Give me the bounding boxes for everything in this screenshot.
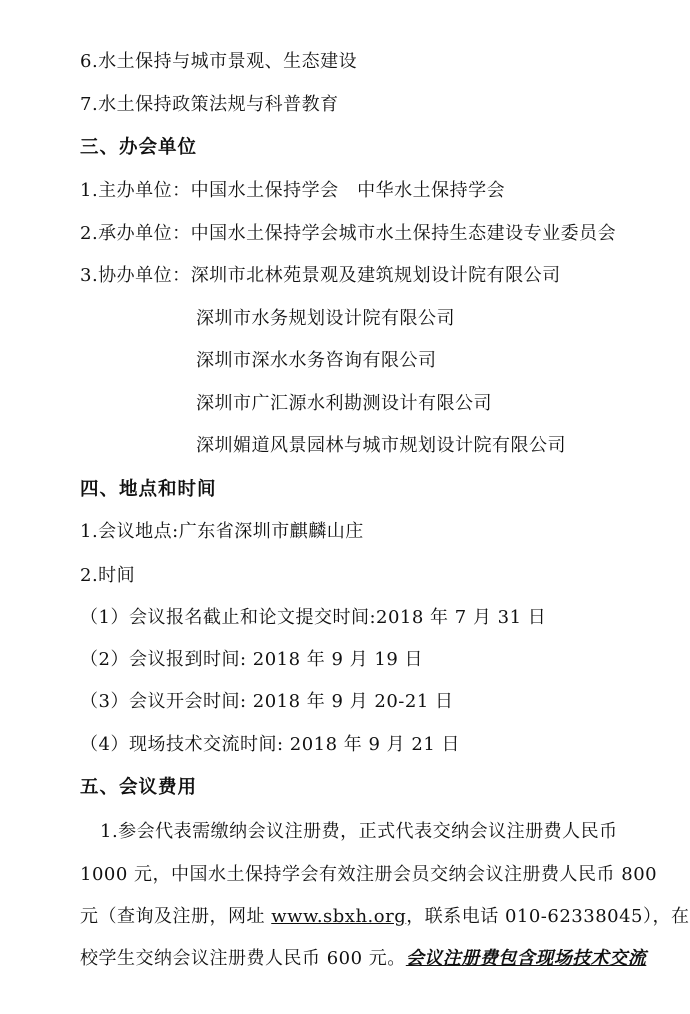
fee-paragraph-line [80,905,690,929]
time-item: （1）会议报名截止和论文提交时间:2018 年 7 月 31 日 [80,607,547,628]
emphasized-note: 会议注册费包含现场技术交流 [405,948,647,969]
co-organizer-name: 深圳市广汇源水利勘测设计有限公司 [196,393,492,414]
website-link[interactable]: www.sbxh.org [271,906,407,927]
time-item: （4）现场技术交流时间: 2018 年 9 月 21 日 [80,734,461,755]
fee-text: 元（查询及注册，网址 [80,906,272,927]
co-organizer-name: 深圳市深水水务咨询有限公司 [196,350,437,371]
co-organizer-label: 3.协办单位： [80,265,191,286]
fee-paragraph-line: 1000 元，中国水土保持学会有效注册会员交纳会议注册费人民币 800 [80,864,658,885]
co-organizer-line [80,264,561,288]
section-5-heading: 五、会议费用 [80,777,198,798]
time-item: （3）会议开会时间: 2018 年 9 月 20-21 日 [80,691,454,712]
fee-paragraph-line [80,947,646,971]
section-3-heading: 三、办会单位 [80,137,198,158]
co-organizer-name: 深圳媚道风景园林与城市规划设计院有限公司 [196,435,566,456]
time-item: （2）会议报到时间: 2018 年 9 月 19 日 [80,649,424,670]
co-organizer-name: 深圳市北林苑景观及建筑规划设计院有限公司 [190,265,561,286]
fee-text: ，联系电话 010-62338045），在 [406,906,690,927]
fee-text: 校学生交纳会议注册费人民币 600 元。 [80,948,406,969]
host-line: 1.主办单位：中国水土保持学会 中华水土保持学会 [80,180,506,201]
venue-line: 1.会议地点:广东省深圳市麒麟山庄 [80,521,364,542]
time-label: 2.时间 [80,565,136,586]
organizer-line: 2.承办单位：中国水土保持学会城市水土保持生态建设专业委员会 [80,223,617,244]
topic-item-6: 6.水土保持与城市景观、生态建设 [80,51,358,72]
topic-item-7: 7.水土保持政策法规与科普教育 [80,94,339,115]
co-organizer-name: 深圳市水务规划设计院有限公司 [196,308,455,329]
fee-paragraph-line: 1.参会代表需缴纳会议注册费，正式代表交纳会议注册费人民币 [100,821,618,842]
section-4-heading: 四、地点和时间 [80,479,217,500]
